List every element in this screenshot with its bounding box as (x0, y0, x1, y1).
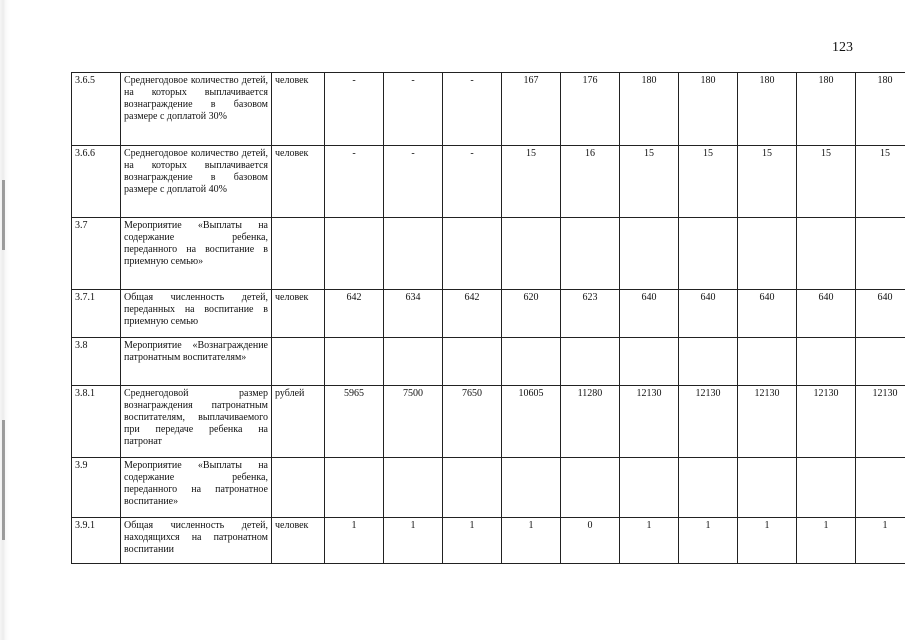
value-cell: - (325, 146, 384, 218)
row-code: 3.8 (72, 338, 121, 386)
table-row (72, 386, 905, 458)
value-cell: 176 (561, 73, 620, 146)
value-cell: 1 (738, 518, 797, 564)
value-cell: 1 (856, 518, 905, 564)
value-cell (561, 218, 620, 290)
value-cell: 7650 (443, 386, 502, 458)
value-cell (325, 458, 384, 518)
scan-mark (2, 420, 5, 540)
value-cell (384, 338, 443, 386)
row-code: 3.7 (72, 218, 121, 290)
value-cell (856, 218, 905, 290)
value-cell: 12130 (738, 386, 797, 458)
row-name: Мероприятие «Вознаграждение патронатным воспитателям» (121, 338, 272, 386)
row-code: 3.7.1 (72, 290, 121, 338)
value-cell: 640 (797, 290, 856, 338)
value-cell (738, 458, 797, 518)
value-cell: 15 (797, 146, 856, 218)
row-unit: человек (272, 290, 325, 338)
value-cell (384, 218, 443, 290)
value-cell: 634 (384, 290, 443, 338)
table-row (72, 458, 905, 518)
row-name: Общая численность детей, находящихся на патронатном воспитании (121, 518, 272, 564)
value-cell: 12130 (797, 386, 856, 458)
table-row (72, 518, 905, 564)
value-cell: 15 (679, 146, 738, 218)
value-cell (561, 458, 620, 518)
value-cell (620, 458, 679, 518)
value-cell (738, 338, 797, 386)
table-row (72, 338, 905, 386)
table-row (72, 146, 905, 218)
value-cell: 1 (620, 518, 679, 564)
value-cell: 1 (502, 518, 561, 564)
row-name: Общая численность детей, переданных на воспитание в приемную семью (121, 290, 272, 338)
value-cell (679, 458, 738, 518)
value-cell: 640 (738, 290, 797, 338)
value-cell: 1 (384, 518, 443, 564)
value-cell: 167 (502, 73, 561, 146)
value-cell: 12130 (856, 386, 905, 458)
value-cell: 12130 (679, 386, 738, 458)
value-cell: 1 (325, 518, 384, 564)
value-cell: 15 (502, 146, 561, 218)
value-cell (502, 338, 561, 386)
row-name: Мероприятие «Выплаты на содержание ребенка, переданного на патронатное воспитание» (121, 458, 272, 518)
value-cell (679, 218, 738, 290)
value-cell (443, 458, 502, 518)
scan-mark (2, 180, 5, 250)
value-cell: 1 (797, 518, 856, 564)
row-code: 3.8.1 (72, 386, 121, 458)
row-name: Мероприятие «Выплаты на содержание ребенка, переданного на воспитание в приемную семью» (121, 218, 272, 290)
value-cell: 15 (856, 146, 905, 218)
value-cell (856, 338, 905, 386)
value-cell: 1 (443, 518, 502, 564)
value-cell: 623 (561, 290, 620, 338)
row-code: 3.6.5 (72, 73, 121, 146)
row-code: 3.6.6 (72, 146, 121, 218)
value-cell: 642 (443, 290, 502, 338)
row-unit: человек (272, 518, 325, 564)
value-cell (443, 218, 502, 290)
value-cell: 15 (620, 146, 679, 218)
value-cell: 5965 (325, 386, 384, 458)
value-cell: - (443, 146, 502, 218)
row-unit (272, 338, 325, 386)
value-cell (620, 338, 679, 386)
value-cell (797, 338, 856, 386)
table-row (72, 73, 905, 146)
row-code: 3.9.1 (72, 518, 121, 564)
value-cell: 7500 (384, 386, 443, 458)
value-cell: - (443, 73, 502, 146)
value-cell: 180 (797, 73, 856, 146)
row-unit: человек (272, 146, 325, 218)
row-unit: человек (272, 73, 325, 146)
page-number: 123 (832, 40, 853, 55)
value-cell: 642 (325, 290, 384, 338)
value-cell (502, 218, 561, 290)
value-cell (502, 458, 561, 518)
value-cell: 180 (856, 73, 905, 146)
indicator-table (71, 72, 905, 564)
row-unit (272, 458, 325, 518)
value-cell: - (325, 73, 384, 146)
row-name: Среднегодовое количество детей, на которых выплачивается вознаграждение в базовом размере с доплатой 40% (121, 146, 272, 218)
value-cell: - (384, 146, 443, 218)
row-unit: рублей (272, 386, 325, 458)
value-cell: 12130 (620, 386, 679, 458)
value-cell (325, 338, 384, 386)
row-code: 3.9 (72, 458, 121, 518)
value-cell (561, 338, 620, 386)
row-name: Среднегодовое количество детей, на которых выплачивается вознаграждение в базовом размере с доплатой 30% (121, 73, 272, 146)
value-cell: 180 (738, 73, 797, 146)
value-cell: 640 (679, 290, 738, 338)
row-name: Среднегодовой размер вознаграждения патронатным воспитателям, выплачиваемого при передаче ребенка на патронат (121, 386, 272, 458)
value-cell (325, 218, 384, 290)
value-cell: 180 (620, 73, 679, 146)
table-row (72, 290, 905, 338)
value-cell: 1 (679, 518, 738, 564)
value-cell: - (384, 73, 443, 146)
value-cell: 180 (679, 73, 738, 146)
value-cell: 640 (620, 290, 679, 338)
value-cell (797, 458, 856, 518)
value-cell: 0 (561, 518, 620, 564)
value-cell: 15 (738, 146, 797, 218)
value-cell (384, 458, 443, 518)
value-cell: 16 (561, 146, 620, 218)
value-cell (738, 218, 797, 290)
value-cell (797, 218, 856, 290)
scan-edge (0, 0, 10, 640)
row-unit (272, 218, 325, 290)
value-cell (679, 338, 738, 386)
value-cell (856, 458, 905, 518)
table-row (72, 218, 905, 290)
value-cell: 11280 (561, 386, 620, 458)
value-cell (620, 218, 679, 290)
value-cell (443, 338, 502, 386)
value-cell: 640 (856, 290, 905, 338)
value-cell: 620 (502, 290, 561, 338)
value-cell: 10605 (502, 386, 561, 458)
